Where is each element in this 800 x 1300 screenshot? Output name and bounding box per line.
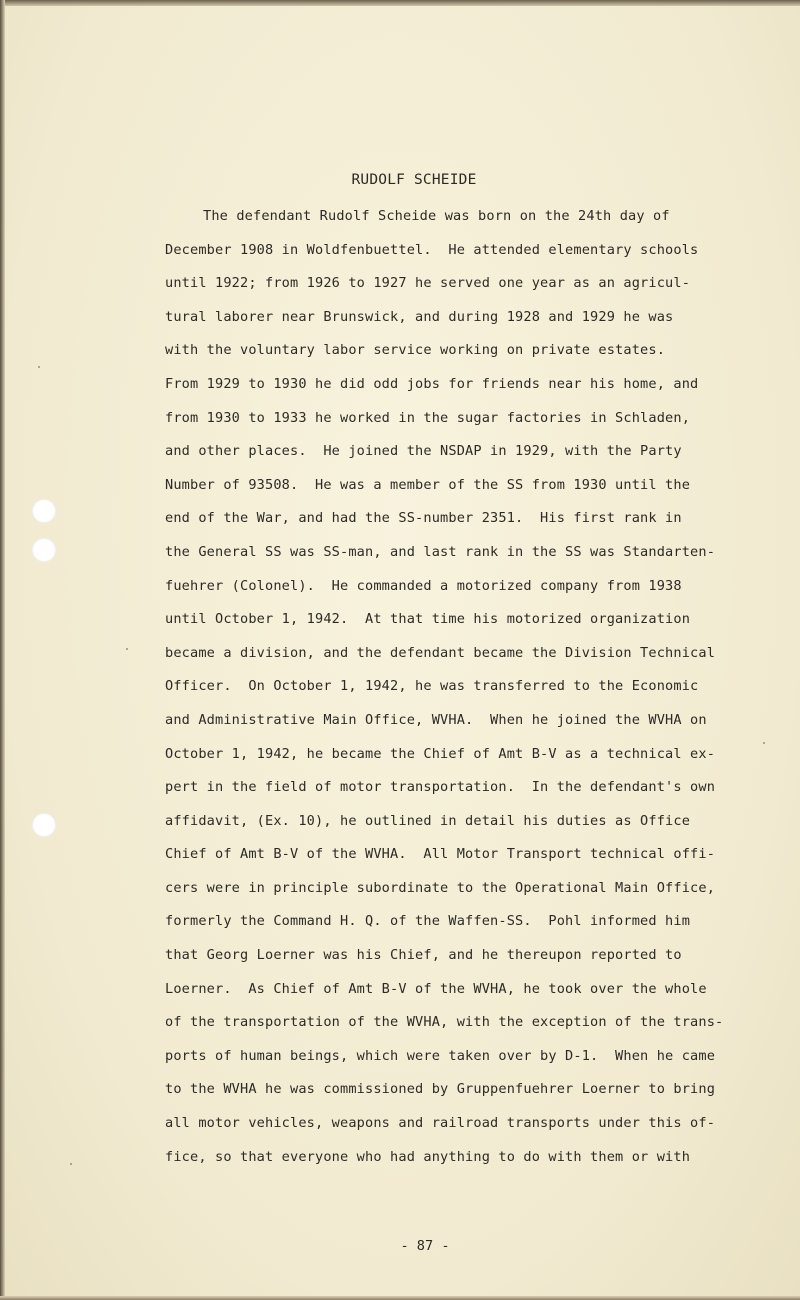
punch-hole bbox=[32, 813, 56, 837]
page-left-edge bbox=[0, 0, 5, 1300]
text-line: Chief of Amt B-V of the WVHA. All Motor Transport technical offi- bbox=[165, 846, 716, 863]
text-line: until 1922; from 1926 to 1927 he served one year as an agricul- bbox=[165, 275, 691, 292]
text-line: Officer. On October 1, 1942, he was transferred to the Economic bbox=[165, 678, 699, 695]
text-line: formerly the Command H. Q. of the Waffen-SS. Pohl informed him bbox=[165, 913, 691, 930]
punch-hole bbox=[32, 499, 56, 523]
text-line: pert in the field of motor transportation. In the defendant's own bbox=[165, 779, 716, 796]
text-line: From 1929 to 1930 he did odd jobs for friends near his home, and bbox=[165, 375, 699, 392]
text-line: and other places. He joined the NSDAP in 1929, with the Party bbox=[165, 443, 682, 460]
document-title: RUDOLF SCHEIDE bbox=[351, 172, 477, 188]
text-line: that Georg Loerner was his Chief, and he thereupon reported to bbox=[165, 947, 682, 964]
text-line: ports of human beings, which were taken over by D-1. When he came bbox=[165, 1047, 716, 1064]
text-line: affidavit, (Ex. 10), he outlined in detail his duties as Office bbox=[165, 812, 691, 829]
text-line: all motor vehicles, weapons and railroad transports under this of- bbox=[165, 1115, 716, 1132]
text-line: October 1, 1942, he became the Chief of Amt B-V as a technical ex- bbox=[165, 745, 716, 762]
punch-hole bbox=[32, 538, 56, 562]
text-line: the General SS was SS-man, and last rank in the SS was Standarten- bbox=[165, 543, 716, 560]
text-line: cers were in principle subordinate to the Operational Main Office, bbox=[165, 879, 716, 896]
text-line: of the transportation of the WVHA, with the exception of the trans- bbox=[165, 1014, 724, 1031]
paper-speck bbox=[70, 1163, 72, 1165]
text-line: Number of 93508. He was a member of the SS from 1930 until the bbox=[165, 476, 691, 493]
text-line: December 1908 in Woldfenbuettel. He attended elementary schools bbox=[165, 241, 699, 258]
text-line: Loerner. As Chief of Amt B-V of the WVHA, he took over the whole bbox=[165, 980, 707, 997]
text-line: became a division, and the defendant became the Division Technical bbox=[165, 644, 716, 661]
text-line: The defendant Rudolf Scheide was born on the 24th day of bbox=[203, 208, 670, 224]
text-line: with the voluntary labor service working on private estates. bbox=[165, 342, 666, 359]
page-bottom-edge bbox=[0, 1296, 800, 1300]
text-line: to the WVHA he was commissioned by Gruppenfuehrer Loerner to bring bbox=[165, 1081, 716, 1098]
text-line: and Administrative Main Office, WVHA. When he joined the WVHA on bbox=[165, 711, 707, 728]
text-line: tural laborer near Brunswick, and during 1928 and 1929 he was bbox=[165, 308, 674, 325]
body-text bbox=[165, 200, 800, 1174]
text-line: from 1930 to 1933 he worked in the sugar factories in Schladen, bbox=[165, 409, 691, 426]
page-number: - 87 - bbox=[400, 1238, 450, 1254]
paper-speck bbox=[126, 648, 128, 650]
page-top-edge bbox=[0, 0, 800, 6]
paper-speck bbox=[38, 366, 40, 368]
text-line: until October 1, 1942. At that time his motorized organization bbox=[165, 611, 691, 628]
text-line: fuehrer (Colonel). He commanded a motorized company from 1938 bbox=[165, 577, 682, 594]
text-line: end of the War, and had the SS-number 2351. His first rank in bbox=[165, 510, 682, 527]
text-line: fice, so that everyone who had anything to do with them or with bbox=[165, 1148, 691, 1165]
